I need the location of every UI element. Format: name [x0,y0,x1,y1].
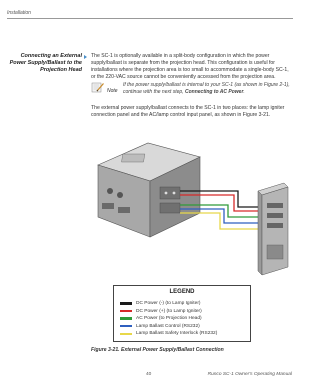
projection-head-illustration [98,143,200,237]
header-rule [7,18,293,19]
legend-label: DC Power (-) (to Lamp Igniter) [136,301,201,306]
arrow-icon [84,55,87,59]
figure-caption: Figure 3-21. External Power Supply/Ballast Connection [91,347,224,353]
legend-title: LEGEND [169,289,195,295]
legend [113,285,251,342]
legend-item [120,323,200,330]
note-text-start: If the power supply/ballast is internal to your SC-1 (as shown in Figure 2-1), continue with the next step, [123,82,290,95]
connection-paragraph: The external power supply/ballast connects to the SC-1 in two places: the lamp igniter connection panel and the AC/lamp control input panel, as shown in Figure 3-21. [91,105,285,118]
legend-swatch [120,333,132,335]
legend-item [120,330,217,337]
power-supply-illustration [258,183,288,275]
intro-paragraph: The SC-1 is optionally available in a split-body configuration in which the power supply/ballast is separate from the projection head. This configuration is useful for installations where the projection area is too small to accommodate a single-body SC-1, or the 220-VAC source cannot be conveniently accessed from the projection area. [91,53,289,80]
legend-item [120,308,202,315]
legend-swatch [120,302,132,304]
legend-swatch [120,310,132,312]
legend-swatch [120,317,132,319]
legend-label: DC Power (+) (to Lamp Igniter) [136,308,202,314]
note-link-text: Connecting to AC Power [184,88,244,95]
note-label: Note [107,88,118,94]
legend-item [120,300,201,307]
note-pencil-icon [91,82,105,93]
manual-title: Runco SC-1 Owner's Operating Manual [207,372,292,377]
section-heading: Connecting an External Power Supply/Ballast to the Projection Head [9,53,82,73]
legend-swatch [120,325,132,327]
note-text [123,82,291,96]
page-number: 40 [146,372,152,377]
legend-label: AC Power (to Projection Head) [136,316,202,322]
legend-label: Lamp Ballast Safety Interlock (RS232) [136,331,218,337]
legend-item [120,315,202,322]
legend-label: Lamp Ballast Control (RS232) [136,323,200,329]
running-header: Installation [7,10,31,16]
note-text-end: . [243,88,245,95]
